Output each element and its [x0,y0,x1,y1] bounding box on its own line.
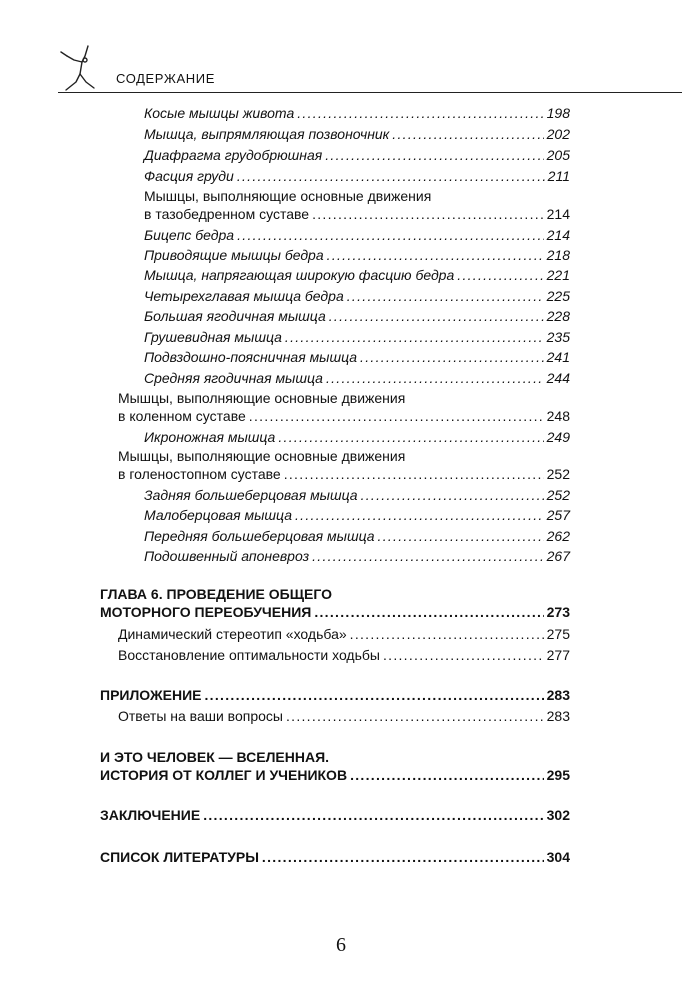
section-title: СОДЕРЖАНИЕ [116,71,216,86]
toc-entry[interactable] [118,707,570,725]
toc-entry-page: 295 [546,767,570,783]
toc-entry[interactable] [144,146,570,164]
toc-entry[interactable] [144,226,570,244]
toc-chapter-entry[interactable] [100,848,570,866]
toc-entry-label: ЗАКЛЮЧЕНИЕ [100,807,201,823]
toc-entry-page: 252 [546,466,570,482]
toc-chapter-entry[interactable] [100,603,570,621]
toc-entry-label: МОТОРНОГО ПЕРЕОБУЧЕНИЯ [100,604,312,620]
toc-entry[interactable] [144,104,570,122]
toc-entry[interactable] [144,167,570,185]
toc-entry[interactable] [144,266,570,284]
toc-entry-page: 221 [546,267,570,283]
page-number: 6 [336,934,346,956]
toc-entry-label: Большая ягодичная мышца [144,308,326,324]
toc-entry-label: Приводящие мышцы бедра [144,247,324,263]
toc-entry[interactable] [144,486,570,504]
leader-dots [350,625,544,643]
toc-entry-page: 214 [546,227,570,243]
toc-entry-page: 252 [546,487,570,503]
toc-entry-first-line: Мышцы, выполняющие основные движения [144,188,432,204]
toc-entry-page: 235 [546,329,570,345]
leader-dots [392,125,543,143]
leader-dots [326,369,544,387]
toc-entry[interactable] [144,547,570,565]
leader-dots [295,506,544,524]
toc-entry-label: Мышца, напрягающая широкую фасцию бедра [144,267,455,283]
leader-dots [312,205,544,223]
toc-chapter-entry[interactable] [100,806,570,824]
toc-entry-label: Передняя большеберцовая мышца [144,528,375,544]
toc-entry-page: 267 [546,548,570,564]
toc-entry-label: Ответы на ваши вопросы [118,708,283,724]
leader-dots [237,167,545,185]
toc-entry[interactable] [144,328,570,346]
toc-entry-page: 214 [546,206,570,222]
leader-dots [286,707,544,725]
leader-dots [312,547,544,565]
leader-dots [285,328,544,346]
leader-dots [457,266,543,284]
toc-entry[interactable] [144,428,570,446]
leader-dots [205,686,544,704]
toc-entry[interactable] [144,125,570,143]
leader-dots [278,428,543,446]
toc-entry-label: Фасция груди [144,168,234,184]
toc-entry-page: 248 [546,408,570,424]
toc-entry-label: СПИСОК ЛИТЕРАТУРЫ [100,849,259,865]
toc-entry-page: 283 [546,708,570,724]
toc-entry-label: Задняя большеберцовая мышца [144,487,358,503]
leader-dots [203,806,543,824]
toc-entry-label: Бицепс бедра [144,227,235,243]
leader-dots [237,226,544,244]
leader-dots [314,603,543,621]
toc-entry-first-line: Мышцы, выполняющие основные движения [118,448,406,464]
leader-dots [329,307,544,325]
chapter-heading-first-line: И ЭТО ЧЕЛОВЕК — ВСЕЛЕННАЯ. [100,749,330,765]
toc-entry[interactable] [144,527,570,545]
toc-entry-page: 275 [546,626,570,642]
toc-entry[interactable] [144,369,570,387]
toc-entry-label: Восстановление оптимальности ходьбы [118,647,380,663]
toc-entry-label: в тазобедренном суставе [144,206,310,222]
toc-entry-label: в голеностопном суставе [118,466,281,482]
toc-entry-page: 198 [546,105,570,121]
leader-dots [325,146,543,164]
toc-chapter-entry[interactable] [100,686,570,704]
leader-dots [350,766,544,784]
toc-chapter-entry[interactable] [100,766,570,784]
toc-entry[interactable] [118,407,570,425]
toc-entry[interactable] [144,506,570,524]
toc-entry-page: 262 [546,528,570,544]
toc-entry-label: Мышца, выпрямляющая позвоночник [144,126,390,142]
toc-entry-page: 249 [546,429,570,445]
toc-entry-page: 218 [546,247,570,263]
toc-entry-label: Диафрагма грудобрюшная [144,147,323,163]
toc-entry-page: 283 [546,687,570,703]
leader-dots [249,407,544,425]
leader-dots [378,527,544,545]
toc-entry-label: Грушевидная мышца [144,329,282,345]
toc-entry-page: 304 [546,849,570,865]
toc-entry-label: Косые мышцы живота [144,105,295,121]
toc-entry-label: Подвздошно-поясничная мышца [144,349,358,365]
toc-entry-page: 202 [546,126,570,142]
leader-dots [360,348,544,366]
toc-entry-page: 228 [546,308,570,324]
toc-entry-page: 257 [546,507,570,523]
toc-entry-label: Икроножная мышца [144,429,276,445]
toc-entry-page: 241 [546,349,570,365]
toc-entry[interactable] [118,625,570,643]
toc-entry-label: в коленном суставе [118,408,246,424]
toc-entry-first-line: Мышцы, выполняющие основные движения [118,390,406,406]
toc-entry-page: 302 [546,807,570,823]
toc-entry[interactable] [144,307,570,325]
leader-dots [284,465,544,483]
leader-dots [327,246,544,264]
toc-entry-page: 277 [546,647,570,663]
toc-entry-page: 225 [546,288,570,304]
toc-entry-label: Средняя ягодичная мышца [144,370,323,386]
leader-dots [297,104,543,122]
toc-entry-label: ПРИЛОЖЕНИЕ [100,687,202,703]
toc-entry[interactable] [118,646,570,664]
chapter-heading-first-line: ГЛАВА 6. ПРОВЕДЕНИЕ ОБЩЕГО [100,586,332,602]
toc-entry-page: 205 [546,147,570,163]
toc-entry[interactable] [144,287,570,305]
toc-entry[interactable] [144,246,570,264]
toc-entry-page: 211 [547,168,570,184]
toc-entry-page: 244 [546,370,570,386]
toc-entry-label: Подошвенный апоневроз [144,548,310,564]
toc-entry-label: Динамический стереотип «ходьба» [118,626,347,642]
leader-dots [361,486,544,504]
toc-entry-page: 273 [546,604,570,620]
toc-entry-label: Четырехглавая мышца бедра [144,288,344,304]
leader-dots [262,848,544,866]
toc-entry-label: ИСТОРИЯ ОТ КОЛЛЕГ И УЧЕНИКОВ [100,767,348,783]
leader-dots [383,646,544,664]
toc-entry-label: Малоберцовая мышца [144,507,292,523]
toc-entry[interactable] [118,465,570,483]
toc-entry[interactable] [144,348,570,366]
leader-dots [347,287,544,305]
toc-entry[interactable] [144,205,570,223]
